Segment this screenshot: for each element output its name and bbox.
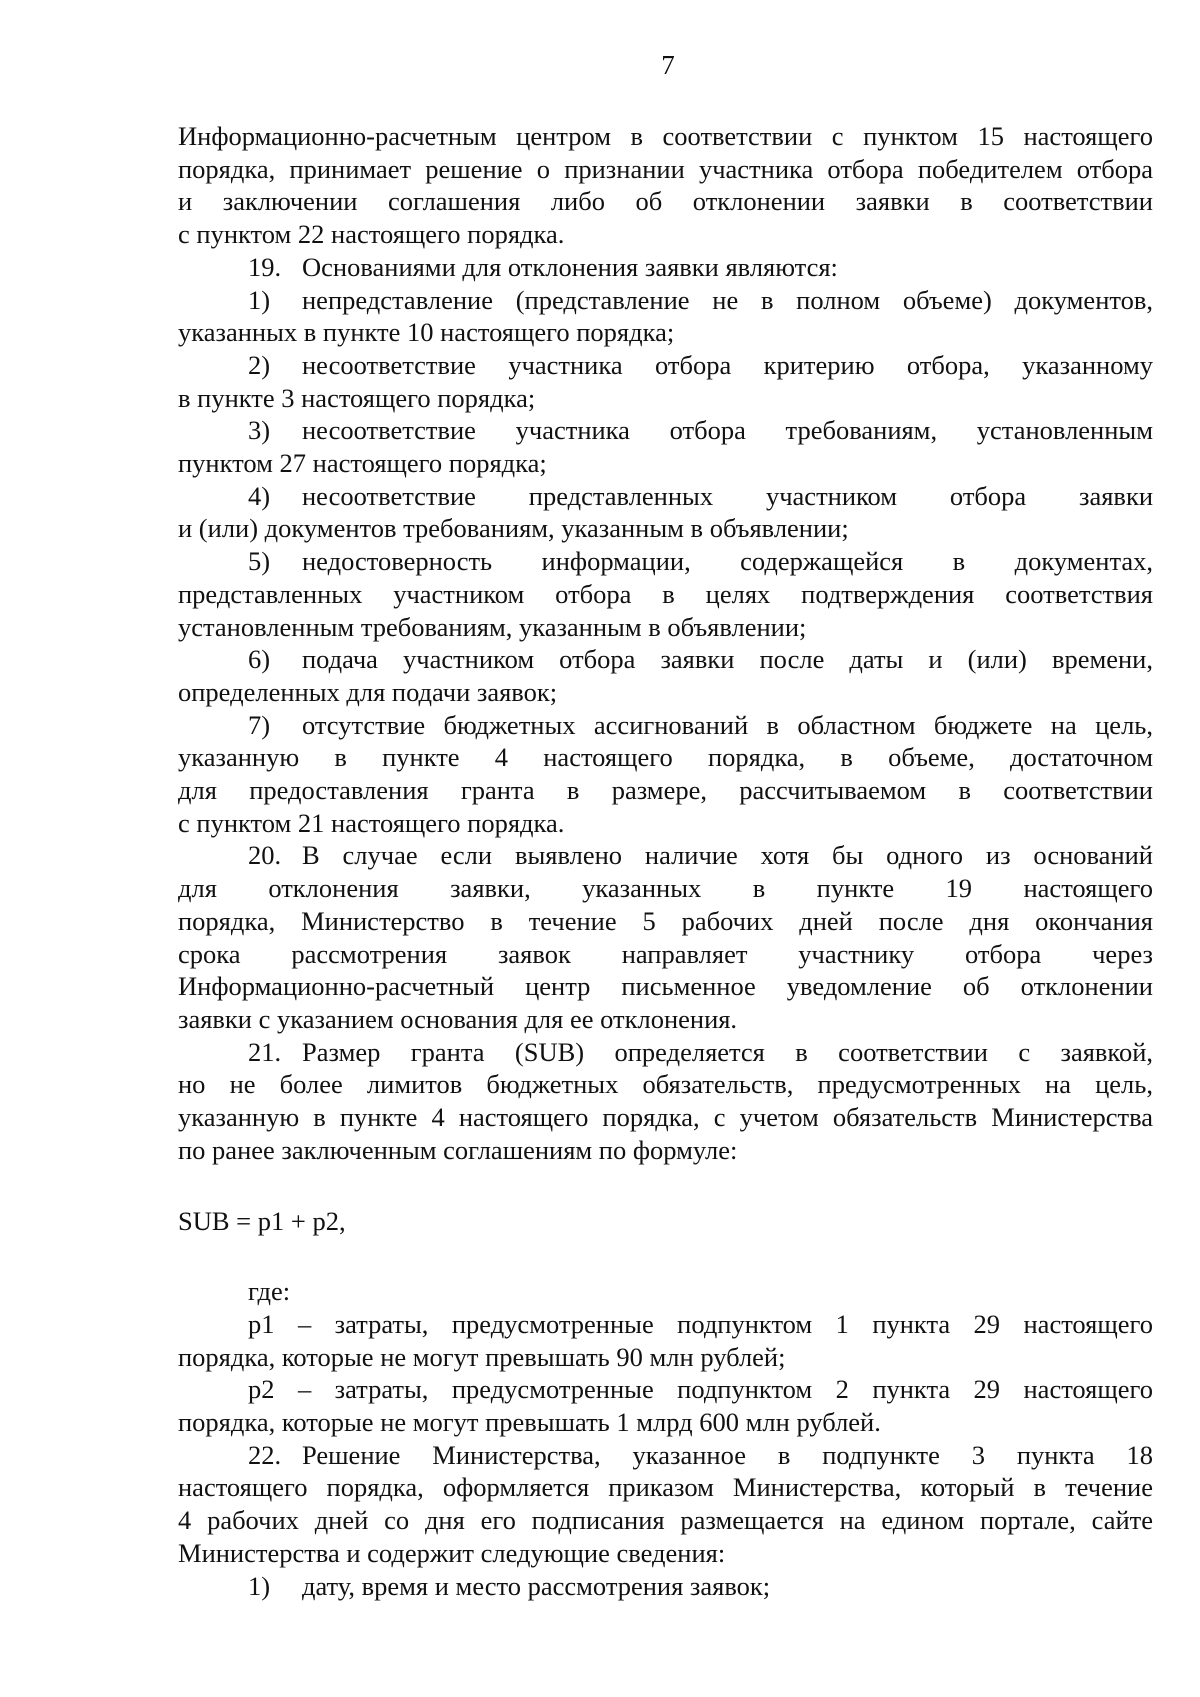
paragraph-line: для отклонения заявки, указанных в пункте 19 настоящего xyxy=(178,873,1153,904)
list-item-7 xyxy=(178,709,1153,742)
paragraph-line: по ранее заключенным соглашениям по формуле: xyxy=(178,1134,738,1165)
item-number: 1) xyxy=(248,1570,271,1601)
item-number: 1) xyxy=(248,284,271,315)
paragraph-line: подача участником отбора заявки после даты и (или) времени, xyxy=(302,644,1153,675)
paragraph-line: В случае если выявлено наличие хотя бы одного из оснований xyxy=(302,840,1153,871)
paragraph-line: Министерства и содержит следующие сведения: xyxy=(178,1537,726,1568)
paragraph-line: с пунктом 21 настоящего порядка. xyxy=(178,807,565,838)
paragraph-line: отсутствие бюджетных ассигнований в областном бюджете на цель, xyxy=(302,709,1153,740)
item-number: 5) xyxy=(248,546,271,577)
paragraph-line: Размер гранта (SUB) определяется в соответствии с заявкой, xyxy=(302,1036,1153,1067)
paragraph-line: определенных для подачи заявок; xyxy=(178,676,558,707)
paragraph-line: в пункте 3 настоящего порядка; xyxy=(178,382,536,413)
paragraph-22 xyxy=(178,1439,1153,1472)
paragraph-line: указанных в пункте 10 настоящего порядка; xyxy=(178,317,675,348)
paragraph-line: представленных участником отбора в целях подтверждения соответствия xyxy=(178,578,1153,609)
paragraph-line: порядка, которые не могут превышать 90 млн рублей; xyxy=(178,1341,786,1372)
document-body xyxy=(178,120,1153,1602)
list-item-5 xyxy=(178,545,1153,578)
list-item-2 xyxy=(178,349,1153,382)
list-item-1 xyxy=(178,284,1153,317)
paragraph-line: p1 – затраты, предусмотренные подпунктом 1 пункта 29 настоящего xyxy=(248,1308,1153,1339)
item-number: 6) xyxy=(248,644,271,675)
list-item-3 xyxy=(178,414,1153,447)
paragraph-line: несоответствие участника отбора требованиям, установленным xyxy=(302,415,1153,446)
paragraph-line: заявки с указанием основания для ее отклонения. xyxy=(178,1003,738,1034)
paragraph-line: дату, время и место рассмотрения заявок; xyxy=(302,1570,771,1601)
paragraph-line: 4 рабочих дней со дня его подписания размещается на едином портале, сайте xyxy=(178,1505,1153,1536)
paragraph-line: но не более лимитов бюджетных обязательств, предусмотренных на цель, xyxy=(178,1069,1153,1100)
paragraph-line: и (или) документов требованиям, указанным в объявлении; xyxy=(178,513,849,544)
item-number: 7) xyxy=(248,709,271,740)
paragraph-line: недостоверность информации, содержащейся в документах, xyxy=(302,546,1153,577)
paragraph-line: с пунктом 22 настоящего порядка. xyxy=(178,219,565,250)
paragraph-line: несоответствие представленных участником отбора заявки xyxy=(302,480,1153,511)
page-number: 7 xyxy=(661,50,675,80)
item-number: 2) xyxy=(248,349,271,380)
paragraph-line: Информационно-расчетным центром в соответствии с пунктом 15 настоящего xyxy=(178,121,1153,151)
item-number: 22. xyxy=(248,1439,282,1470)
paragraph-19 xyxy=(178,251,1153,284)
paragraph-line: порядка, Министерство в течение 5 рабочих дней после дня окончания xyxy=(178,905,1153,936)
paragraph-line: пунктом 27 настоящего порядка; xyxy=(178,448,547,479)
paragraph-line: указанную в пункте 4 настоящего порядка, с учетом обязательств Министерства xyxy=(178,1102,1153,1133)
paragraph-line: Основаниями для отклонения заявки являются: xyxy=(302,251,838,282)
item-number: 4) xyxy=(248,480,271,511)
paragraph-20 xyxy=(178,839,1153,872)
paragraph-line: Решение Министерства, указанное в подпункте 3 пункта 18 xyxy=(302,1439,1153,1470)
paragraph-line: несоответствие участника отбора критерию отбора, указанному xyxy=(302,349,1153,380)
list-item-1 xyxy=(178,1570,1153,1603)
paragraph-line: порядка, которые не могут превышать 1 млрд 600 млн рублей. xyxy=(178,1407,881,1438)
item-number: 3) xyxy=(248,415,271,446)
item-number: 21. xyxy=(248,1036,282,1067)
paragraph-line: для предоставления гранта в размере, рассчитываемом в соответствии xyxy=(178,775,1153,806)
paragraph-line: установленным требованиям, указанным в объявлении; xyxy=(178,611,807,642)
paragraph-21 xyxy=(178,1036,1153,1069)
paragraph-line: настоящего порядка, оформляется приказом Министерства, который в течение xyxy=(178,1472,1153,1503)
paragraph-line: и заключении соглашения либо об отклонении заявки в соответствии xyxy=(178,186,1153,217)
paragraph-line: непредставление (представление не в полном объеме) документов, xyxy=(302,284,1153,315)
where-label: где: xyxy=(248,1276,291,1307)
item-number: 20. xyxy=(248,840,282,871)
list-item-4 xyxy=(178,480,1153,513)
formula: SUB = p1 + p2, xyxy=(178,1205,346,1236)
paragraph-line: Информационно-расчетный центр письменное уведомление об отклонении xyxy=(178,971,1153,1002)
paragraph-line: указанную в пункте 4 настоящего порядка, в объеме, достаточном xyxy=(178,742,1153,773)
paragraph-line: срока рассмотрения заявок направляет участнику отбора через xyxy=(178,938,1153,969)
list-item-6 xyxy=(178,643,1153,676)
item-number: 19. xyxy=(248,251,282,282)
paragraph-line: порядка, принимает решение о признании участника отбора победителем отбора xyxy=(178,153,1153,184)
paragraph-line: p2 – затраты, предусмотренные подпунктом 2 пункта 29 настоящего xyxy=(248,1374,1153,1405)
